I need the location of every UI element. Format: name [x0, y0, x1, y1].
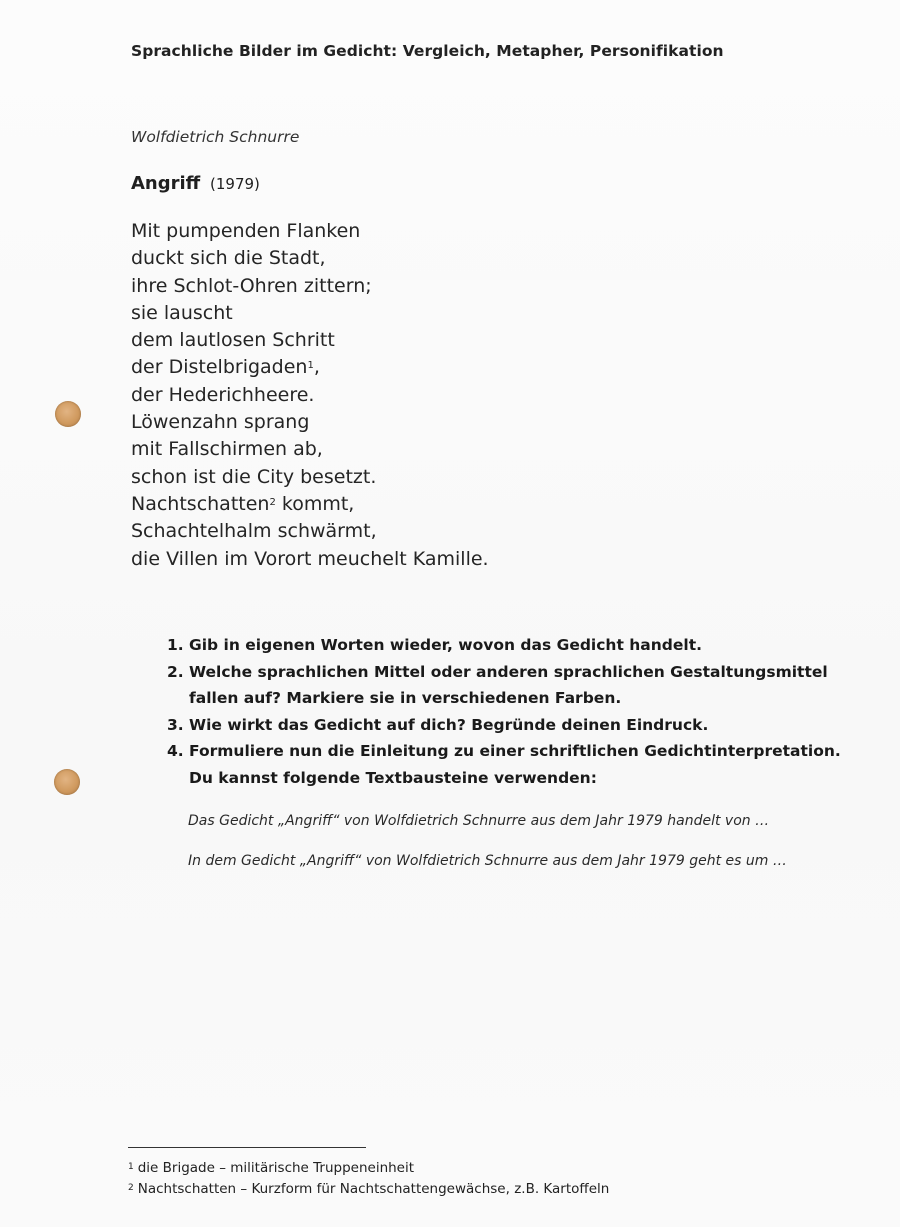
- poem-line-text: Schachtelhalm schwärmt,: [131, 520, 377, 543]
- poem-heading: [131, 173, 260, 194]
- punch-hole: [55, 401, 81, 427]
- text-building-block-1: Das Gedicht „Angriff“ von Wolfdietrich Schnurre aus dem Jahr 1979 handelt von …: [188, 813, 770, 829]
- worksheet-title: Sprachliche Bilder im Gedicht: Vergleich, Metapher, Personifikation: [131, 42, 724, 60]
- task-number: [160, 738, 189, 791]
- poem-line: [131, 300, 489, 327]
- poem-line-text: duckt sich die Stadt,: [131, 247, 326, 270]
- poem-title: Angriff: [131, 173, 201, 194]
- poem-author: Wolfdietrich Schnurre: [131, 128, 300, 146]
- footnote-mark: 1: [128, 1162, 134, 1172]
- task-number-label: 1.: [167, 636, 184, 654]
- poem-line: [131, 436, 489, 463]
- task-item: [160, 712, 850, 739]
- task-number-label: 3.: [167, 715, 184, 734]
- task-item: [160, 738, 850, 791]
- poem-line-text: Mit pumpenden Flanken: [131, 220, 361, 242]
- task-number: [160, 659, 189, 712]
- poem-line-text: mit Fallschirmen ab,: [131, 438, 323, 461]
- poem-line: [131, 409, 489, 436]
- task-item: [160, 632, 850, 659]
- poem-body: [131, 218, 489, 573]
- punch-hole: [54, 769, 80, 795]
- poem-line: [131, 518, 489, 545]
- footnote-divider: [128, 1147, 366, 1148]
- poem-line: [131, 218, 489, 245]
- poem-line: [131, 546, 489, 573]
- poem-line: [131, 382, 489, 409]
- footnote-item: [128, 1179, 609, 1200]
- poem-line: [131, 327, 489, 354]
- poem-line-tail: ,: [313, 356, 320, 379]
- footnote-item: [128, 1158, 609, 1179]
- task-text: Wie wirkt das Gedicht auf dich? Begründe deinen Eindruck.: [189, 715, 709, 734]
- task-text: Gib in eigenen Worten wieder, wovon das Gedicht handelt.: [189, 636, 703, 654]
- task-number: [160, 712, 189, 739]
- poem-line-text: Löwenzahn sprang: [131, 411, 310, 434]
- task-text: Welche sprachlichen Mittel oder anderen sprachlichen Gestaltungsmittel fallen auf? Markiere sie in verschiedenen Farben.: [189, 662, 828, 707]
- footnote-text: Nachtschatten – Kurzform für Nachtschattengewächse, z.B. Kartoffeln: [137, 1180, 610, 1197]
- poem-line-text: der Hederichheere.: [131, 383, 315, 406]
- poem-line-text: schon ist die City besetzt.: [131, 465, 377, 488]
- task-number-label: 4.: [167, 742, 184, 760]
- task-text: Formuliere nun die Einleitung zu einer schriftlichen Gedichtinterpretation. Du kannst folgende Textbausteine verwenden:: [189, 742, 841, 787]
- task-number: [160, 632, 189, 659]
- poem-line-text: dem lautlosen Schritt: [131, 329, 335, 352]
- poem-line-text: der Distelbrigaden: [131, 356, 308, 379]
- footnote-reference: 2: [269, 496, 276, 508]
- footnote-text: die Brigade – militärische Truppeneinheit: [137, 1160, 415, 1176]
- poem-line-text: Nachtschatten: [131, 492, 270, 515]
- text-building-block-2: In dem Gedicht „Angriff“ von Wolfdietrich Schnurre aus dem Jahr 1979 geht es um …: [188, 853, 787, 869]
- footnote-reference: 1: [307, 360, 314, 372]
- task-number-label: 2.: [167, 662, 184, 681]
- poem-line: [131, 245, 489, 272]
- poem-line: [131, 464, 489, 491]
- footnotes: [128, 1158, 609, 1199]
- poem-line: [131, 354, 489, 381]
- poem-line-tail: kommt,: [275, 492, 355, 515]
- footnote-mark: 2: [128, 1182, 134, 1193]
- poem-year: (1979): [210, 175, 260, 193]
- task-item: [160, 659, 850, 712]
- poem-line: [131, 491, 489, 518]
- poem-line-text: sie lauscht: [131, 301, 233, 324]
- poem-line: [131, 273, 489, 300]
- task-list: [160, 632, 850, 791]
- poem-line-text: die Villen im Vorort meuchelt Kamille.: [131, 547, 489, 570]
- poem-line-text: ihre Schlot-Ohren zittern;: [131, 274, 372, 297]
